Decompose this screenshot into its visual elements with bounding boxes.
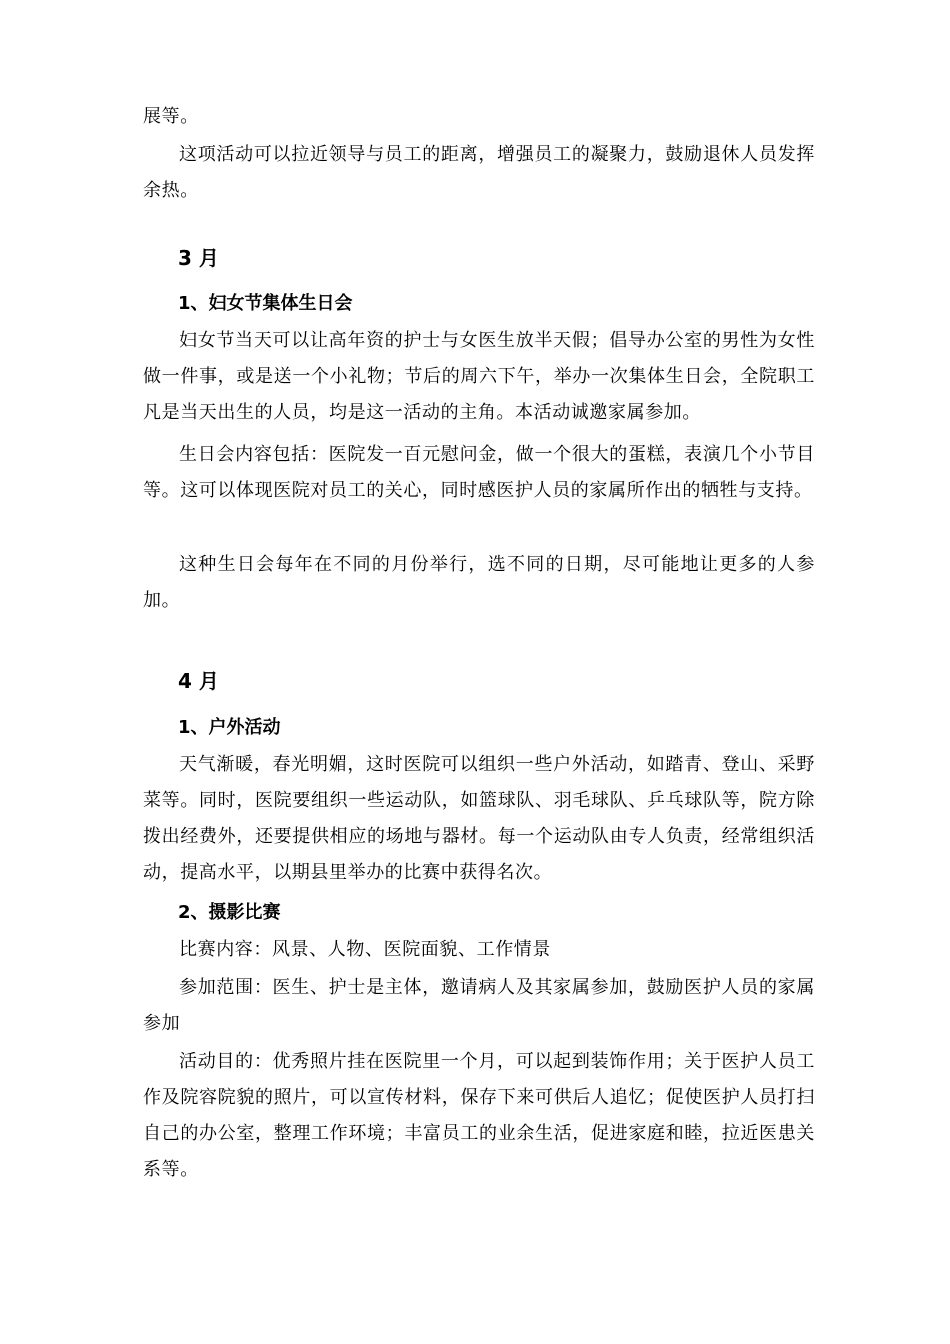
section-heading-april: 4 月 [178, 669, 219, 693]
paragraph-contest-content: 比赛内容：风景、人物、医院面貌、工作情景 [179, 939, 551, 960]
section-heading-march: 3 月 [178, 246, 219, 270]
subheading-womens-day-birthday: 1、妇女节集体生日会 [178, 293, 353, 314]
paragraph-birthday-content: 生日会内容包括：医院发一百元慰问金，做一个很大的蛋糕，表演几个小节目等。这可以体现医院对员工的关心，同时感医护人员的家属所作出的牺牲与支持。 [143, 444, 815, 501]
paragraph-birthday-schedule: 这种生日会每年在不同的月份举行，选不同的日期，尽可能地让更多的人参加。 [143, 554, 815, 611]
paragraph-contest-purpose: 活动目的：优秀照片挂在医院里一个月，可以起到装饰作用；关于医护人员工作及院容院貌的照片，可以宣传材料，保存下来可供后人追忆；促使医护人员打扫自己的办公室，整理工作环境；丰富员工的业余生活，促进家庭和睦，拉近医患关系等。 [143, 1051, 815, 1180]
subheading-photo-contest: 2、摄影比赛 [178, 902, 281, 923]
paragraph-activity-effect: 这项活动可以拉近领导与员工的距离，增强员工的凝聚力，鼓励退休人员发挥余热。 [143, 144, 815, 201]
paragraph-contest-scope: 参加范围：医生、护士是主体，邀请病人及其家属参加，鼓励医护人员的家属参加 [143, 977, 815, 1034]
paragraph-continuation: 展等。 [143, 106, 199, 127]
paragraph-womens-day: 妇女节当天可以让高年资的护士与女医生放半天假；倡导办公室的男性为女性做一件事，或是送一个小礼物；节后的周六下午，举办一次集体生日会，全院职工凡是当天出生的人员，均是这一活动的主角。本活动诚邀家属参加。 [143, 330, 815, 423]
paragraph-outdoor-activity: 天气渐暖，春光明媚，这时医院可以组织一些户外活动，如踏青、登山、采野菜等。同时，医院要组织一些运动队，如篮球队、羽毛球队、乒乓球队等，院方除拨出经费外，还要提供相应的场地与器材。每一个运动队由专人负责，经常组织活动，提高水平，以期县里举办的比赛中获得名次。 [143, 754, 815, 883]
subheading-outdoor-activity: 1、户外活动 [178, 717, 281, 738]
